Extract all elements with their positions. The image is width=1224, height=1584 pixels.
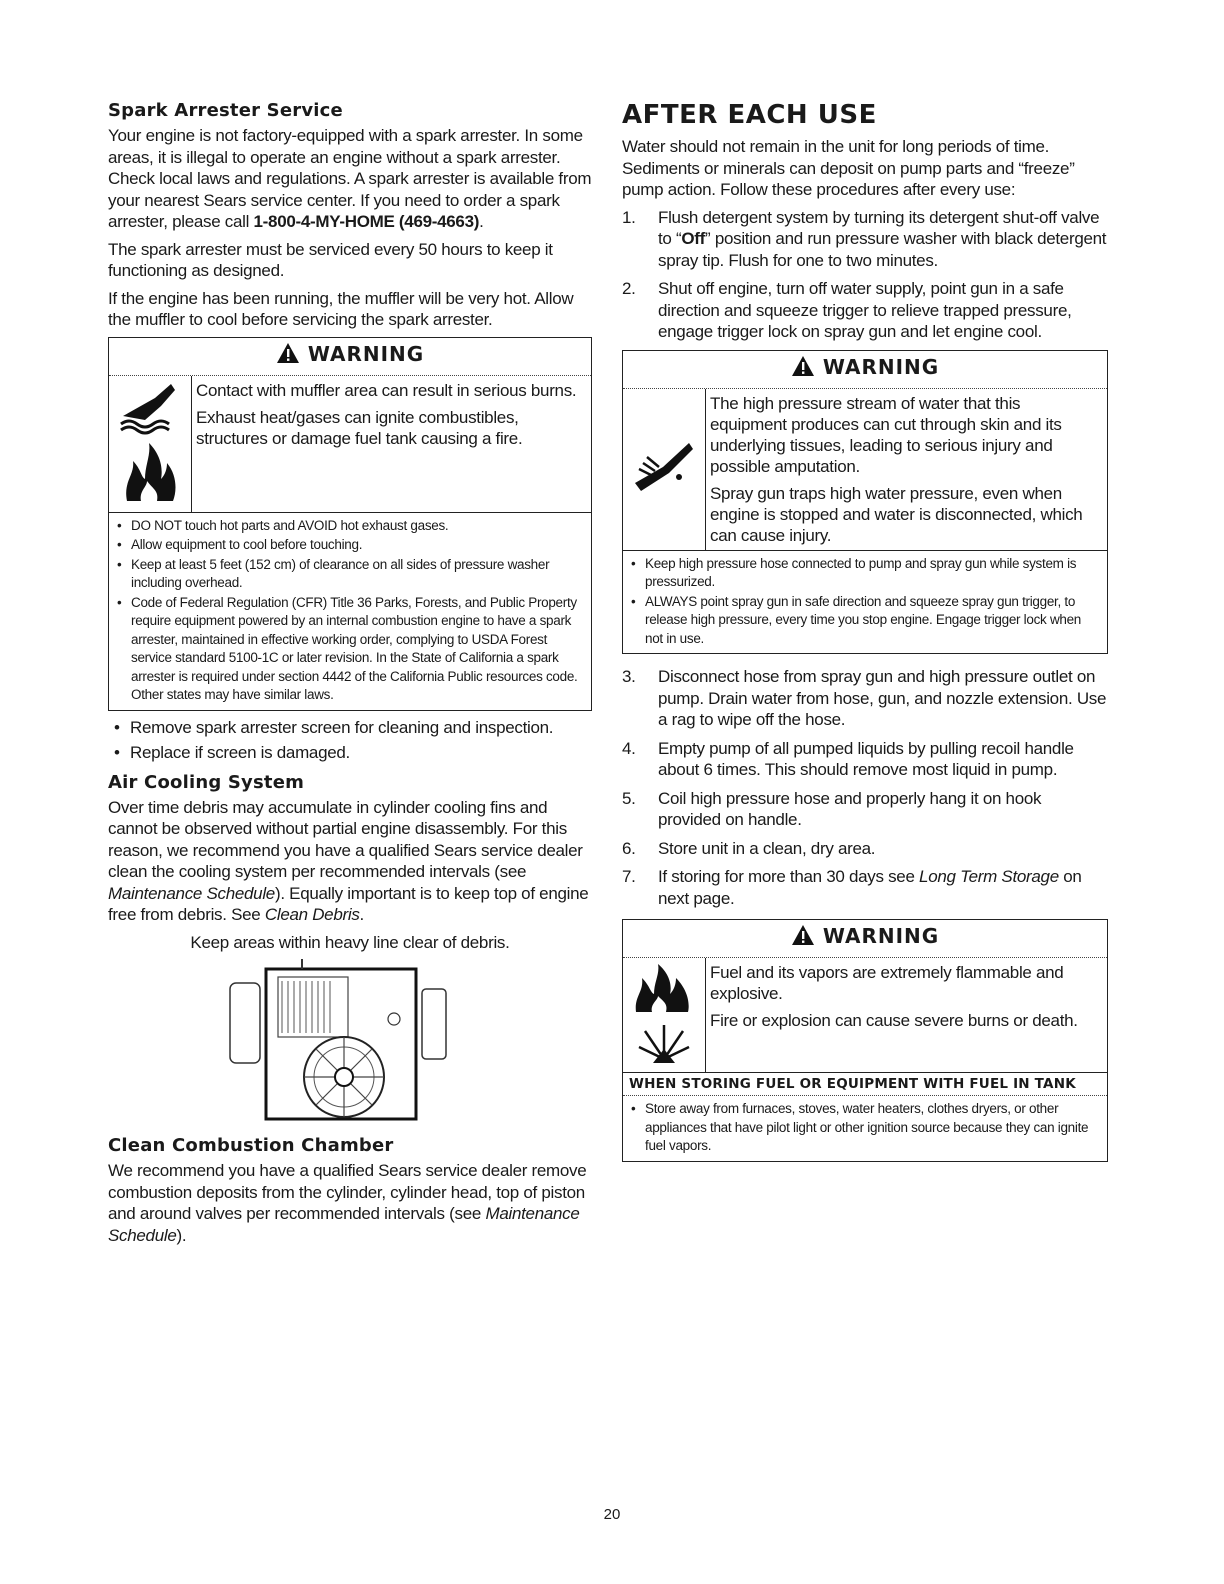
phone-number: 1-800-4-MY-HOME (469-4663) <box>253 212 480 231</box>
explosion-icon <box>637 1019 691 1068</box>
warning-bullets <box>109 513 591 710</box>
warning-heading: WARNING <box>623 351 1107 389</box>
warning-text-explosion: Fire or explosion can cause severe burns or death. <box>710 1011 1078 1030</box>
warning-triangle-icon <box>276 342 300 369</box>
list-item: • Store away from furnaces, stoves, water heaters, clothes dryers, or other appliances that have pilot light or other ignition source because they can ignite fuel vapors. <box>631 1101 1089 1153</box>
combustion-chamber-heading: Clean Combustion Chamber <box>108 1135 394 1156</box>
maintenance-schedule-ref: Maintenance Schedule <box>108 1204 580 1245</box>
engine-diagram <box>226 959 452 1127</box>
list-item: 5. Coil high pressure hose and properly hang it on hook provided on handle. <box>622 788 1042 829</box>
warning-icons <box>623 958 706 1072</box>
warning-heading: WARNING <box>623 920 1107 958</box>
warning-icons <box>109 376 192 512</box>
list-item: 6. Store unit in a clean, dry area. <box>622 838 876 858</box>
warning-text-amputation: The high pressure stream of water that this equipment produces can cut through skin and its underlying tissues, leading to serious injury and possible amputation. <box>710 393 1062 476</box>
steps-list-2 <box>622 666 1108 909</box>
air-cooling-heading: Air Cooling System <box>108 771 305 793</box>
spark-arrester-text <box>108 125 592 331</box>
list-item: • Keep at least 5 feet (152 cm) of clearance on all sides of pressure washer including overhead. <box>117 556 550 590</box>
warning-body <box>109 376 591 513</box>
steps-list-1 <box>622 207 1108 343</box>
spark-paragraph-1: Your engine is not factory-equipped with a spark arrester. In some areas, it is illegal to operate an engine without a spark arrester. Check local laws and regulations. A spark arrester is available from your nearest Sears service center. If you need to order a spark arrester, please call 1-800-4-MY-HOME (469-4663). <box>108 126 592 231</box>
warning-heading: WARNING <box>109 338 591 376</box>
warning-box-fuel <box>622 919 1108 1162</box>
list-item: • DO NOT touch hot parts and AVOID hot exhaust gases. <box>117 517 449 533</box>
list-item: 2. Shut off engine, turn off water supply, point gun in a safe direction and squeeze trigger to relieve trapped pressure, engage trigger lock on spray gun and let engine cool. <box>622 279 1072 341</box>
warning-box-muffler <box>108 337 592 711</box>
list-item: • Code of Federal Regulation (CFR) Title 36 Parks, Forests, and Public Property require equipment powered by an internal combustion engine to have a spark arrester, maintained in effective working order, complying to USDA Forest service standard 5100-1C or later revision. In the State of California a spark arrester is required under section 4442 of the California Public resources code. Other states may have similar laws. <box>117 594 578 702</box>
fire-icon <box>632 962 696 1019</box>
warning-text-burns: Contact with muffler area can result in serious burns. <box>196 380 577 400</box>
list-item: 4. Empty pump of all pumped liquids by pulling recoil handle about 6 times. This should remove most liquid in pump. <box>622 738 1074 779</box>
warning-triangle-icon <box>791 924 815 951</box>
fuel-storage-subheading: WHEN STORING FUEL OR EQUIPMENT WITH FUEL IN TANK <box>623 1073 1107 1096</box>
warning-body <box>623 389 1107 551</box>
list-item: • Remove spark arrester screen for cleaning and inspection. <box>114 717 554 737</box>
maintenance-schedule-ref: Maintenance Schedule <box>108 883 275 903</box>
warning-triangle-icon <box>791 355 815 382</box>
warning-body <box>623 958 1107 1073</box>
list-item: • Allow equipment to cool before touching. <box>117 537 363 552</box>
warning-text-flammable: Fuel and its vapors are extremely flammable and explosive. <box>710 963 1064 1003</box>
right-column <box>622 100 1108 1168</box>
hot-surface-icon <box>115 380 185 441</box>
list-item: • ALWAYS point spray gun in safe direction and squeeze spray gun trigger, to release high pressure, every time you stop engine. Engage trigger lock when not in use. <box>631 593 1082 646</box>
left-column <box>108 100 592 1252</box>
after-intro: Water should not remain in the unit for long periods of time. Sediments or minerals can deposit on pump parts and “freeze” pump action. Follow these procedures after every use: <box>622 137 1075 199</box>
warning-box-pressure <box>622 350 1108 655</box>
warning-text-trapped-pressure: Spray gun traps high water pressure, even when engine is stopped and water is disconnected, which can cause injury. <box>710 483 1083 545</box>
list-item: • Replace if screen is damaged. <box>114 743 350 762</box>
after-each-use-steps-2 <box>622 666 1108 909</box>
long-term-storage-ref: Long Term Storage <box>919 867 1059 886</box>
spark-screen-bullets <box>108 717 592 764</box>
combustion-paragraph: We recommend you have a qualified Sears service dealer remove combustion deposits from the cylinder, cylinder head, top of piston and around valves per recommended intervals (see Maintenance Schedule). <box>108 1161 587 1245</box>
engine-caption: Keep areas within heavy line clear of debris. <box>190 932 510 952</box>
page-number: 20 <box>603 1506 621 1523</box>
injection-hazard-icon <box>629 437 699 502</box>
list-item: 7. If storing for more than 30 days see Long Term Storage on next page. <box>622 867 1082 908</box>
spark-paragraph-2: The spark arrester must be serviced every 50 hours to keep it functioning as designed. <box>108 239 553 280</box>
clean-debris-ref: Clean Debris <box>264 905 360 924</box>
cooling-paragraph: Over time debris may accumulate in cylinder cooling fins and cannot be observed without partial engine disassembly. For this reason, we recommend you have a qualified Sears service dealer clean the cooling system per recommended intervals (see Maintenance Schedule). Equally important is to keep top of engine free from debris. See Clean Debris. <box>108 797 589 924</box>
spark-paragraph-3: If the engine has been running, the muffler will be very hot. Allow the muffler to cool before servicing the spark arrester. <box>108 288 574 329</box>
list-item: 1. Flush detergent system by turning its detergent shut-off valve to “Off” position and run pressure washer with black detergent spray tip. Flush for one to two minutes. <box>622 207 1107 270</box>
spark-arrester-heading: Spark Arrester Service <box>108 100 343 121</box>
warning-bullets <box>623 551 1107 654</box>
combustion-text <box>108 1160 592 1246</box>
list-item: 3. Disconnect hose from spray gun and high pressure outlet on pump. Drain water from hose, gun, and nozzle extension. Use a rag to wipe off the hose. <box>622 667 1107 729</box>
list-item: • Keep high pressure hose connected to pump and spray gun while system is pressurized. <box>631 555 1077 589</box>
warning-text <box>706 958 1107 1072</box>
engine-illustration <box>226 959 452 1127</box>
warning-text-fire: Exhaust heat/gases can ignite combustibles, structures or damage fuel tank causing a fire. <box>196 407 523 448</box>
warning-bullets <box>623 1096 1107 1161</box>
warning-text <box>192 376 591 512</box>
fire-icon <box>119 441 181 508</box>
after-each-use-text <box>622 136 1108 343</box>
warning-icons <box>623 389 706 550</box>
air-cooling-text <box>108 797 592 954</box>
warning-text <box>706 389 1107 550</box>
after-each-use-heading: AFTER EACH USE <box>622 100 877 130</box>
